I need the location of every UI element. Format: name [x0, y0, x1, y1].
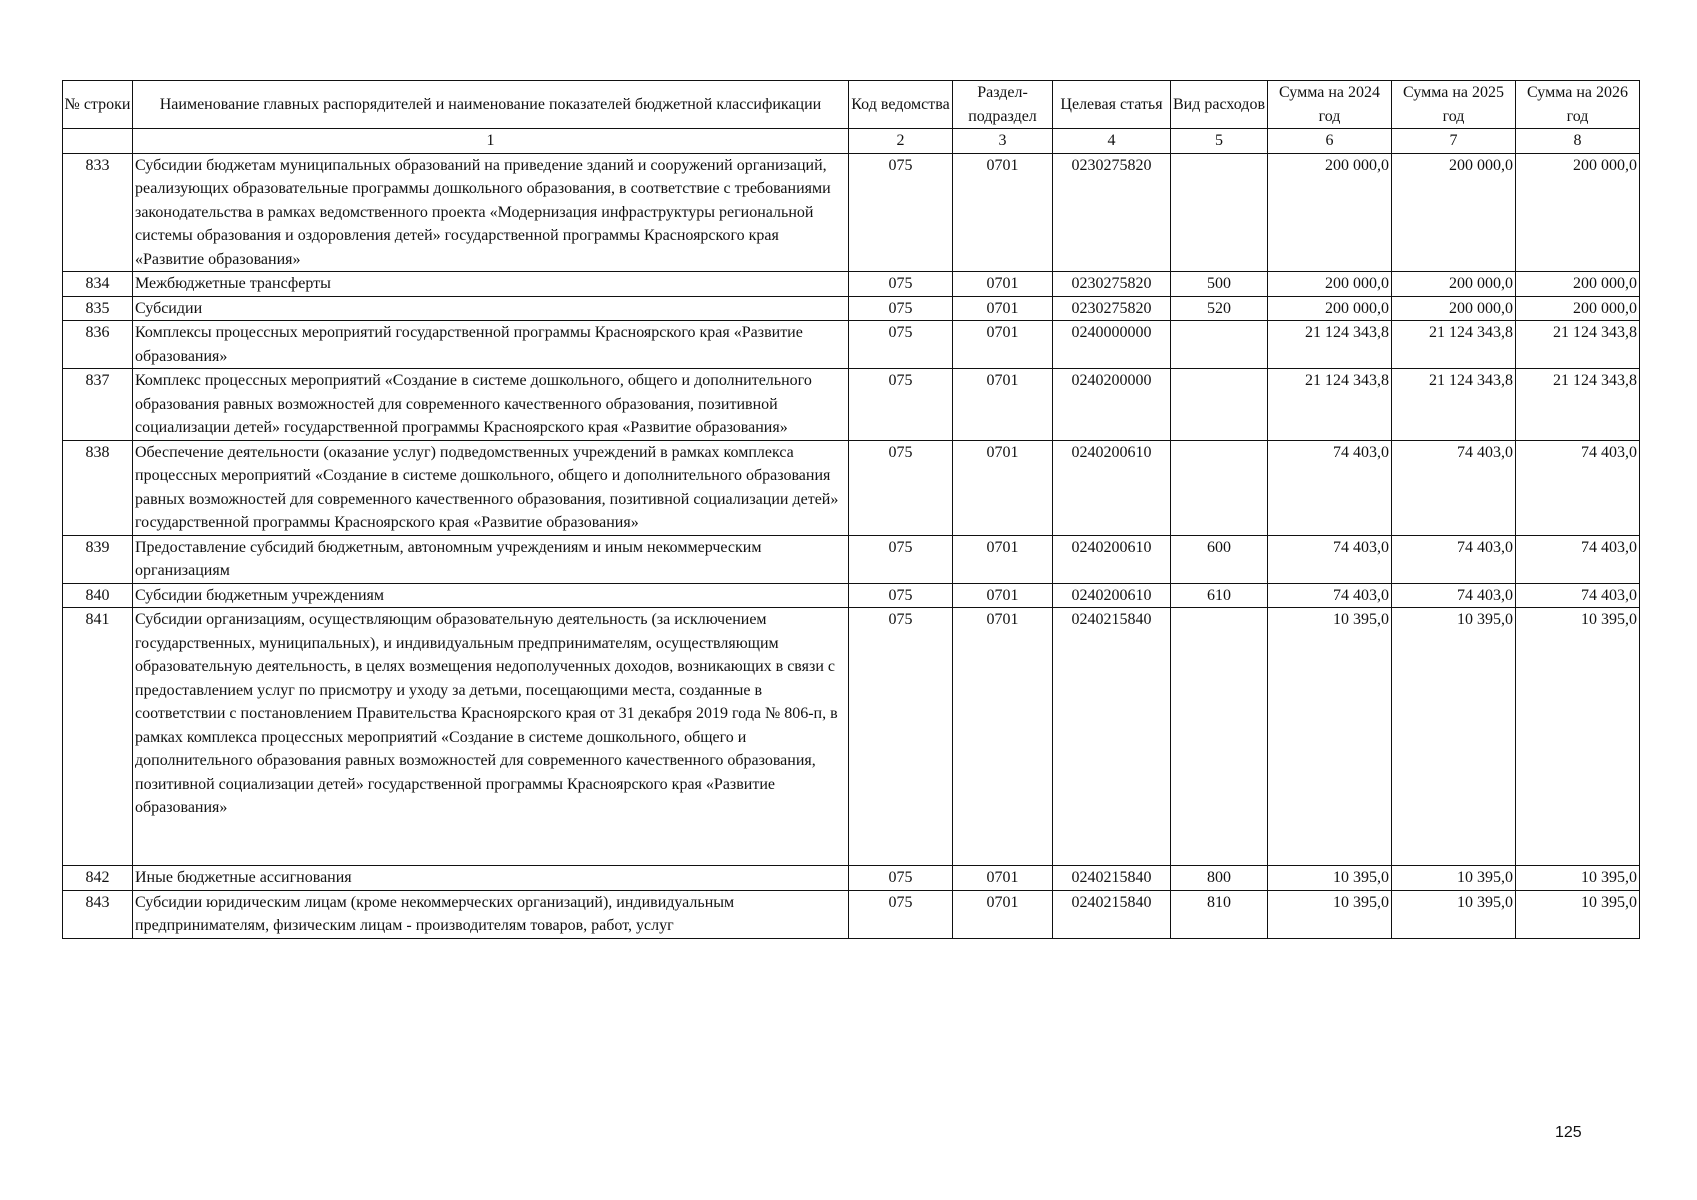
row-number: 842: [63, 866, 133, 891]
row-section: 0701: [953, 583, 1053, 608]
row-sum-2025: 21 124 343,8: [1392, 369, 1516, 441]
row-number: 841: [63, 608, 133, 866]
row-sum-2026: 21 124 343,8: [1516, 369, 1640, 441]
row-sum-2025: 21 124 343,8: [1392, 321, 1516, 369]
row-department-code: 075: [849, 608, 953, 866]
row-section: 0701: [953, 866, 1053, 891]
row-sum-2024: 74 403,0: [1268, 535, 1392, 583]
row-sum-2025: 200 000,0: [1392, 153, 1516, 272]
column-index: 6: [1268, 129, 1392, 154]
row-section: 0701: [953, 535, 1053, 583]
row-sum-2024: 200 000,0: [1268, 153, 1392, 272]
column-index: [63, 129, 133, 154]
column-index-row: [63, 129, 1640, 154]
column-index: 7: [1392, 129, 1516, 154]
header-row-number: № строки: [63, 81, 133, 129]
row-target-article: 0230275820: [1053, 296, 1171, 321]
row-name: Комплексы процессных мероприятий государственной программы Красноярского края «Развитие образования»: [133, 321, 849, 369]
row-sum-2025: 74 403,0: [1392, 583, 1516, 608]
row-sum-2025: 10 395,0: [1392, 608, 1516, 866]
row-department-code: 075: [849, 890, 953, 938]
row-department-code: 075: [849, 272, 953, 297]
column-index: 8: [1516, 129, 1640, 154]
row-name: Субсидии бюджетам муниципальных образований на приведение зданий и сооружений организаций, реализующих образовательные программы дошкольного образования, в соответствие с требованиями законодательства в рамках ведомственного проекта «Модернизация инфраструктуры региональной системы образования и оздоровления детей» государственной программы Красноярского края «Развитие образования»: [133, 153, 849, 272]
row-target-article: 0240215840: [1053, 608, 1171, 866]
table-row: [63, 440, 1640, 535]
row-sum-2024: 74 403,0: [1268, 583, 1392, 608]
column-index: 4: [1053, 129, 1171, 154]
row-section: 0701: [953, 272, 1053, 297]
row-section: 0701: [953, 296, 1053, 321]
row-sum-2026: 74 403,0: [1516, 583, 1640, 608]
row-name: Субсидии юридическим лицам (кроме некоммерческих организаций), индивидуальным предпринимателям, физическим лицам - производителям товаров, работ, услуг: [133, 890, 849, 938]
row-expense-type: [1171, 153, 1268, 272]
row-name: Иные бюджетные ассигнования: [133, 866, 849, 891]
row-target-article: 0240000000: [1053, 321, 1171, 369]
row-target-article: 0240200610: [1053, 440, 1171, 535]
column-index: 3: [953, 129, 1053, 154]
row-number: 840: [63, 583, 133, 608]
page-number: 125: [1555, 1124, 1582, 1141]
row-section: 0701: [953, 608, 1053, 866]
row-department-code: 075: [849, 440, 953, 535]
row-sum-2024: 21 124 343,8: [1268, 321, 1392, 369]
column-index: 2: [849, 129, 953, 154]
table-row: [63, 369, 1640, 441]
row-number: 836: [63, 321, 133, 369]
row-target-article: 0230275820: [1053, 153, 1171, 272]
row-expense-type: 500: [1171, 272, 1268, 297]
row-section: 0701: [953, 440, 1053, 535]
row-number: 838: [63, 440, 133, 535]
table-row: [63, 583, 1640, 608]
row-sum-2025: 200 000,0: [1392, 296, 1516, 321]
table-row: [63, 272, 1640, 297]
table-body: [63, 153, 1640, 938]
row-number: 839: [63, 535, 133, 583]
row-name: Комплекс процессных мероприятий «Создание в системе дошкольного, общего и дополнительного образования равных возможностей для современного качественного образования, позитивной социализации детей» государственной программы Красноярского края «Развитие образования»: [133, 369, 849, 441]
row-sum-2024: 21 124 343,8: [1268, 369, 1392, 441]
header-sum-2025: Сумма на 2025 год: [1392, 81, 1516, 129]
row-target-article: 0230275820: [1053, 272, 1171, 297]
row-department-code: 075: [849, 583, 953, 608]
row-sum-2026: 10 395,0: [1516, 608, 1640, 866]
row-sum-2026: 74 403,0: [1516, 440, 1640, 535]
column-index: 5: [1171, 129, 1268, 154]
row-number: 833: [63, 153, 133, 272]
row-sum-2024: 10 395,0: [1268, 608, 1392, 866]
header-target-article: Целевая статья: [1053, 81, 1171, 129]
table-row: [63, 153, 1640, 272]
row-sum-2025: 74 403,0: [1392, 440, 1516, 535]
row-number: 843: [63, 890, 133, 938]
row-sum-2026: 21 124 343,8: [1516, 321, 1640, 369]
row-sum-2025: 200 000,0: [1392, 272, 1516, 297]
row-target-article: 0240200610: [1053, 535, 1171, 583]
row-name: Обеспечение деятельности (оказание услуг) подведомственных учреждений в рамках комплекса процессных мероприятий «Создание в системе дошкольного, общего и дополнительного образования равных возможностей для современного качественного образования, позитивной социализации детей» государственной программы Красноярского края «Развитие образования»: [133, 440, 849, 535]
row-number: 835: [63, 296, 133, 321]
table-row: [63, 296, 1640, 321]
row-target-article: 0240200000: [1053, 369, 1171, 441]
header-expense-type: Вид расходов: [1171, 81, 1268, 129]
row-target-article: 0240215840: [1053, 866, 1171, 891]
header-name: Наименование главных распорядителей и наименование показателей бюджетной классификации: [133, 81, 849, 129]
table-row: [63, 321, 1640, 369]
row-section: 0701: [953, 153, 1053, 272]
table-row: [63, 608, 1640, 866]
row-department-code: 075: [849, 321, 953, 369]
row-expense-type: 600: [1171, 535, 1268, 583]
row-section: 0701: [953, 321, 1053, 369]
row-name: Субсидии: [133, 296, 849, 321]
budget-table: [62, 80, 1640, 939]
row-name: Субсидии бюджетным учреждениям: [133, 583, 849, 608]
table-row: [63, 535, 1640, 583]
row-sum-2025: 10 395,0: [1392, 866, 1516, 891]
header-sum-2024: Сумма на 2024 год: [1268, 81, 1392, 129]
row-name: Субсидии организациям, осуществляющим образовательную деятельность (за исключением государственных, муниципальных), и индивидуальным предпринимателям, осуществляющим образовательную деятельность, в целях возмещения недополученных доходов, возникающих в связи с предоставлением услуг по присмотру и уходу за детьми, посещающими места, созданные в соответствии с постановлением Правительства Красноярского края от 31 декабря 2019 года № 806-п, в рамках комплекса процессных мероприятий «Создание в системе дошкольного, общего и дополнительного образования равных возможностей для современного качественного образования, позитивной социализации детей» государственной программы Красноярского края «Развитие образования»: [133, 608, 849, 866]
header-sum-2026: Сумма на 2026 год: [1516, 81, 1640, 129]
row-department-code: 075: [849, 369, 953, 441]
row-expense-type: [1171, 369, 1268, 441]
row-name: Межбюджетные трансферты: [133, 272, 849, 297]
row-sum-2024: 200 000,0: [1268, 272, 1392, 297]
header-row: [63, 81, 1640, 129]
row-sum-2024: 10 395,0: [1268, 890, 1392, 938]
row-number: 837: [63, 369, 133, 441]
row-sum-2024: 200 000,0: [1268, 296, 1392, 321]
row-sum-2026: 200 000,0: [1516, 272, 1640, 297]
row-expense-type: 520: [1171, 296, 1268, 321]
row-sum-2024: 74 403,0: [1268, 440, 1392, 535]
table-row: [63, 866, 1640, 891]
row-expense-type: 810: [1171, 890, 1268, 938]
row-sum-2026: 10 395,0: [1516, 866, 1640, 891]
row-sum-2026: 200 000,0: [1516, 153, 1640, 272]
row-expense-type: 610: [1171, 583, 1268, 608]
row-department-code: 075: [849, 296, 953, 321]
row-target-article: 0240200610: [1053, 583, 1171, 608]
row-sum-2024: 10 395,0: [1268, 866, 1392, 891]
row-sum-2025: 10 395,0: [1392, 890, 1516, 938]
row-sum-2025: 74 403,0: [1392, 535, 1516, 583]
row-name: Предоставление субсидий бюджетным, автономным учреждениям и иным некоммерческим организациям: [133, 535, 849, 583]
row-department-code: 075: [849, 535, 953, 583]
row-expense-type: 800: [1171, 866, 1268, 891]
row-sum-2026: 200 000,0: [1516, 296, 1640, 321]
row-number: 834: [63, 272, 133, 297]
column-index: 1: [133, 129, 849, 154]
row-expense-type: [1171, 608, 1268, 866]
header-department-code: Код ведомства: [849, 81, 953, 129]
row-sum-2026: 74 403,0: [1516, 535, 1640, 583]
row-expense-type: [1171, 321, 1268, 369]
row-department-code: 075: [849, 153, 953, 272]
row-section: 0701: [953, 890, 1053, 938]
table-row: [63, 890, 1640, 938]
row-section: 0701: [953, 369, 1053, 441]
header-section: Раздел-подраздел: [953, 81, 1053, 129]
row-sum-2026: 10 395,0: [1516, 890, 1640, 938]
row-department-code: 075: [849, 866, 953, 891]
row-target-article: 0240215840: [1053, 890, 1171, 938]
row-expense-type: [1171, 440, 1268, 535]
